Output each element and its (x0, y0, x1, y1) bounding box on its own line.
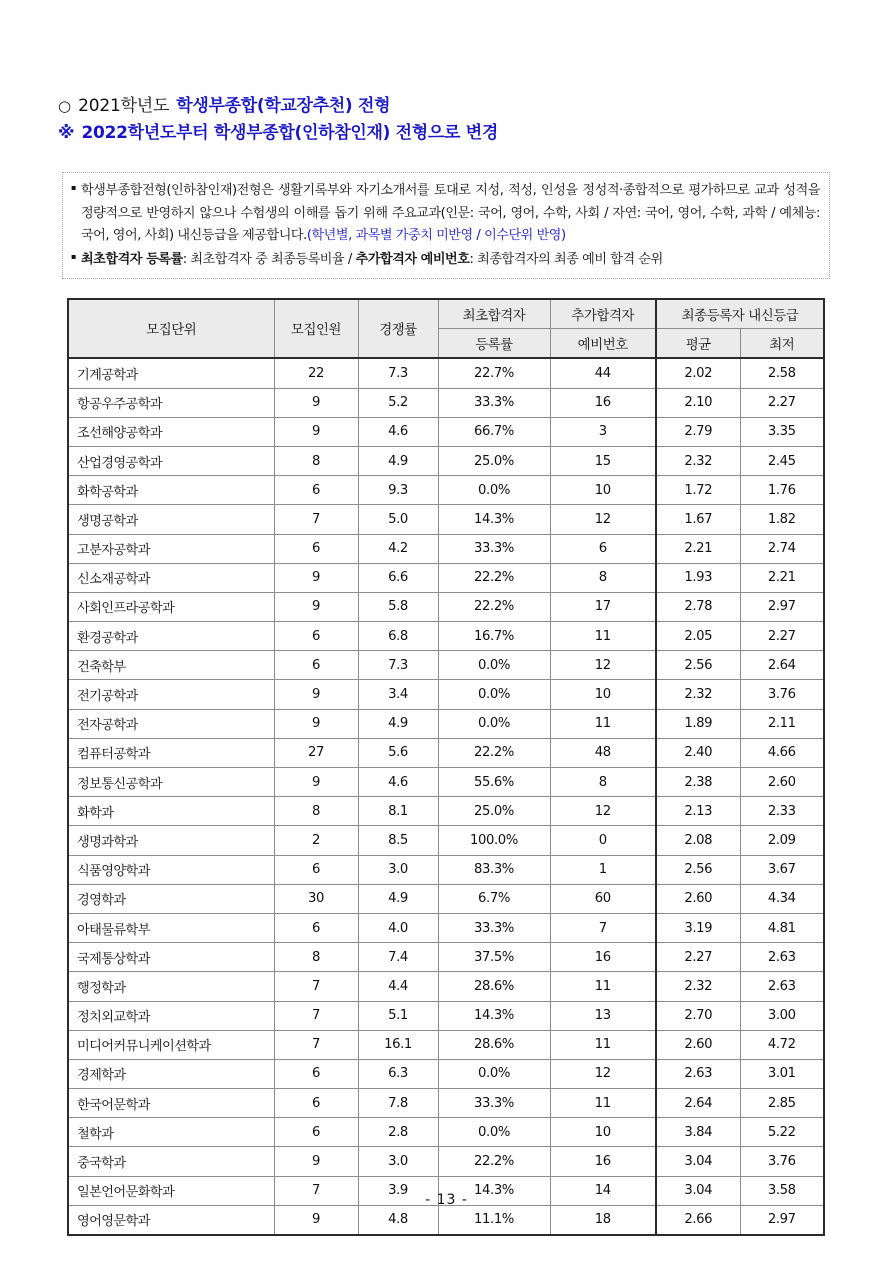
cell-ratio: 5.0 (358, 505, 438, 534)
cell-grade-min: 2.74 (740, 534, 824, 563)
cell-ratio: 6.8 (358, 622, 438, 651)
table-row (68, 855, 824, 884)
cell-first-enrollment-rate: 14.3% (438, 505, 550, 534)
cell-grade-min: 3.01 (740, 1059, 824, 1088)
cell-quota: 6 (274, 1089, 358, 1118)
cell-grade-avg: 2.63 (656, 1059, 740, 1088)
cell-unit: 영어영문학과 (68, 1205, 274, 1235)
cell-waitlist-number: 12 (550, 651, 656, 680)
cell-waitlist-number: 15 (550, 446, 656, 475)
cell-unit: 환경공학과 (68, 622, 274, 651)
table-row (68, 1147, 824, 1176)
col-header-grade-min: 최저 (740, 329, 824, 359)
cell-ratio: 4.0 (358, 913, 438, 942)
cell-ratio: 4.4 (358, 972, 438, 1001)
cell-first-enrollment-rate: 0.0% (438, 651, 550, 680)
cell-ratio: 5.2 (358, 388, 438, 417)
cell-grade-min: 1.76 (740, 476, 824, 505)
square-bullet-icon: ▪ (71, 251, 76, 261)
cell-waitlist-number: 48 (550, 738, 656, 767)
cell-grade-avg: 2.56 (656, 855, 740, 884)
cell-first-enrollment-rate: 0.0% (438, 680, 550, 709)
col-header-grade-avg: 평균 (656, 329, 740, 359)
cell-waitlist-number: 8 (550, 563, 656, 592)
table-row (68, 1030, 824, 1059)
table-row (68, 1059, 824, 1088)
notice-box (62, 172, 830, 279)
cell-first-enrollment-rate: 55.6% (438, 768, 550, 797)
cell-grade-min: 2.97 (740, 1205, 824, 1235)
cell-ratio: 6.3 (358, 1059, 438, 1088)
cell-unit: 컴퓨터공학과 (68, 738, 274, 767)
cell-quota: 7 (274, 1176, 358, 1205)
notice-item-text (81, 180, 820, 248)
cell-waitlist-number: 8 (550, 768, 656, 797)
cell-unit: 국제통상학과 (68, 943, 274, 972)
cell-ratio: 7.3 (358, 651, 438, 680)
cell-grade-avg: 1.93 (656, 563, 740, 592)
cell-unit: 고분자공학과 (68, 534, 274, 563)
cell-ratio: 9.3 (358, 476, 438, 505)
cell-grade-min: 3.76 (740, 680, 824, 709)
cell-grade-avg: 2.13 (656, 797, 740, 826)
cell-grade-avg: 3.84 (656, 1118, 740, 1147)
cell-waitlist-number: 0 (550, 826, 656, 855)
table-header-row-1 (68, 299, 824, 329)
table-row (68, 592, 824, 621)
cell-grade-min: 4.81 (740, 913, 824, 942)
cell-first-enrollment-rate: 28.6% (438, 972, 550, 1001)
cell-waitlist-number: 60 (550, 884, 656, 913)
cell-ratio: 8.1 (358, 797, 438, 826)
table-row (68, 826, 824, 855)
cell-unit: 미디어커뮤니케이션학과 (68, 1030, 274, 1059)
cell-waitlist-number: 17 (550, 592, 656, 621)
col-header-grade-group: 최종등록자 내신등급 (656, 299, 824, 329)
cell-quota: 7 (274, 1001, 358, 1030)
cell-unit: 행정학과 (68, 972, 274, 1001)
cell-grade-avg: 1.72 (656, 476, 740, 505)
notice-item-text (81, 249, 820, 272)
col-header-quota: 모집인원 (274, 299, 358, 358)
cell-quota: 9 (274, 592, 358, 621)
cell-unit: 경영학과 (68, 884, 274, 913)
cell-quota: 6 (274, 622, 358, 651)
table-row (68, 622, 824, 651)
heading-year-text: 2021학년도 (78, 96, 170, 116)
cell-ratio: 3.0 (358, 1147, 438, 1176)
notice-item (71, 249, 820, 272)
cell-waitlist-number: 18 (550, 1205, 656, 1235)
cell-ratio: 5.1 (358, 1001, 438, 1030)
asterisk-marker-icon: ※ (58, 122, 75, 143)
notice-text-highlight: (학년별, 과목별 가중치 미반영 / 이수단위 반영) (306, 228, 566, 244)
cell-grade-min: 3.00 (740, 1001, 824, 1030)
table-row (68, 651, 824, 680)
cell-waitlist-number: 11 (550, 622, 656, 651)
cell-unit: 일본언어문화학과 (68, 1176, 274, 1205)
table-row (68, 417, 824, 446)
cell-first-enrollment-rate: 11.1% (438, 1205, 550, 1235)
cell-grade-min: 2.33 (740, 797, 824, 826)
table-row (68, 1089, 824, 1118)
table-row (68, 476, 824, 505)
cell-quota: 9 (274, 388, 358, 417)
cell-waitlist-number: 44 (550, 358, 656, 388)
cell-quota: 7 (274, 1030, 358, 1059)
col-header-first-line2: 등록률 (438, 329, 550, 359)
circle-marker-icon: ○ (58, 97, 72, 115)
cell-grade-avg: 3.19 (656, 913, 740, 942)
cell-waitlist-number: 10 (550, 1118, 656, 1147)
cell-grade-min: 2.64 (740, 651, 824, 680)
cell-quota: 8 (274, 797, 358, 826)
table-row (68, 505, 824, 534)
cell-grade-avg: 2.32 (656, 972, 740, 1001)
cell-unit: 기계공학과 (68, 358, 274, 388)
cell-grade-avg: 2.66 (656, 1205, 740, 1235)
cell-waitlist-number: 16 (550, 943, 656, 972)
cell-quota: 6 (274, 855, 358, 884)
cell-grade-avg: 2.60 (656, 884, 740, 913)
cell-quota: 9 (274, 417, 358, 446)
cell-quota: 6 (274, 476, 358, 505)
table-row (68, 1118, 824, 1147)
cell-unit: 정치외교학과 (68, 1001, 274, 1030)
cell-first-enrollment-rate: 22.2% (438, 563, 550, 592)
cell-ratio: 5.6 (358, 738, 438, 767)
cell-waitlist-number: 12 (550, 797, 656, 826)
table-row (68, 680, 824, 709)
cell-first-enrollment-rate: 0.0% (438, 709, 550, 738)
table-row (68, 446, 824, 475)
cell-unit: 식품영양학과 (68, 855, 274, 884)
cell-quota: 6 (274, 651, 358, 680)
cell-quota: 7 (274, 972, 358, 1001)
col-header-extra-line2: 예비번호 (550, 329, 656, 359)
cell-grade-avg: 2.10 (656, 388, 740, 417)
cell-first-enrollment-rate: 0.0% (438, 1059, 550, 1088)
cell-grade-avg: 2.40 (656, 738, 740, 767)
cell-waitlist-number: 12 (550, 505, 656, 534)
cell-quota: 9 (274, 1147, 358, 1176)
table-row (68, 884, 824, 913)
cell-grade-min: 2.60 (740, 768, 824, 797)
table-row (68, 388, 824, 417)
cell-waitlist-number: 10 (550, 680, 656, 709)
cell-grade-avg: 2.08 (656, 826, 740, 855)
cell-waitlist-number: 1 (550, 855, 656, 884)
cell-first-enrollment-rate: 83.3% (438, 855, 550, 884)
cell-unit: 사회인프라공학과 (68, 592, 274, 621)
cell-ratio: 4.9 (358, 446, 438, 475)
admissions-results-table (67, 298, 825, 1236)
cell-ratio: 3.4 (358, 680, 438, 709)
cell-unit: 산업경영공학과 (68, 446, 274, 475)
cell-grade-min: 2.58 (740, 358, 824, 388)
cell-grade-min: 4.72 (740, 1030, 824, 1059)
table-row (68, 709, 824, 738)
cell-quota: 6 (274, 1059, 358, 1088)
cell-ratio: 7.4 (358, 943, 438, 972)
col-header-extra-line1: 추가합격자 (550, 299, 656, 329)
admissions-table-container (67, 298, 823, 1236)
cell-quota: 9 (274, 709, 358, 738)
cell-waitlist-number: 11 (550, 1030, 656, 1059)
notice-text-main: 학생부종합전형(인하참인재)전형은 생활기록부와 자기소개서를 토대로 지성, 적성, 인성을 정성적·종합적으로 평가하므로 교과 성적을 정량적으로 반영하지 않으나 수험생의 이해를 돕기 위해 주요교과(인문: 국어, 영어, 수학, 사회 / 자연: 국어, 영어, 수학, 과학 / 예체능: 국어, 영어, 사회) 내신등급을 제공합니다. (80, 183, 820, 244)
cell-waitlist-number: 16 (550, 1147, 656, 1176)
cell-grade-avg: 2.79 (656, 417, 740, 446)
cell-grade-min: 3.35 (740, 417, 824, 446)
cell-ratio: 4.6 (358, 768, 438, 797)
cell-quota: 6 (274, 534, 358, 563)
cell-ratio: 7.8 (358, 1089, 438, 1118)
cell-grade-avg: 2.56 (656, 651, 740, 680)
table-body (68, 358, 824, 1235)
cell-waitlist-number: 11 (550, 709, 656, 738)
cell-unit: 신소재공학과 (68, 563, 274, 592)
cell-waitlist-number: 11 (550, 972, 656, 1001)
cell-grade-avg: 2.05 (656, 622, 740, 651)
cell-unit: 생명과학과 (68, 826, 274, 855)
page-number-footer: - 13 - (425, 1192, 468, 1208)
cell-unit: 생명공학과 (68, 505, 274, 534)
cell-first-enrollment-rate: 22.2% (438, 592, 550, 621)
cell-quota: 6 (274, 1118, 358, 1147)
cell-ratio: 4.6 (358, 417, 438, 446)
cell-grade-avg: 2.70 (656, 1001, 740, 1030)
cell-first-enrollment-rate: 22.2% (438, 1147, 550, 1176)
cell-waitlist-number: 10 (550, 476, 656, 505)
cell-quota: 2 (274, 826, 358, 855)
cell-unit: 건축학부 (68, 651, 274, 680)
cell-grade-min: 2.97 (740, 592, 824, 621)
cell-grade-avg: 2.64 (656, 1089, 740, 1118)
cell-unit: 중국학과 (68, 1147, 274, 1176)
cell-grade-min: 2.27 (740, 622, 824, 651)
cell-waitlist-number: 14 (550, 1176, 656, 1205)
cell-first-enrollment-rate: 25.0% (438, 797, 550, 826)
cell-grade-min: 3.76 (740, 1147, 824, 1176)
cell-grade-min: 1.82 (740, 505, 824, 534)
cell-first-enrollment-rate: 14.3% (438, 1001, 550, 1030)
cell-ratio: 3.9 (358, 1176, 438, 1205)
cell-unit: 화학과 (68, 797, 274, 826)
cell-unit: 경제학과 (68, 1059, 274, 1088)
heading-line-note (58, 122, 838, 143)
heading-program-name: 학생부종합(학교장추천) 전형 (176, 96, 391, 116)
cell-unit: 조선해양공학과 (68, 417, 274, 446)
table-row (68, 797, 824, 826)
cell-quota: 8 (274, 446, 358, 475)
cell-first-enrollment-rate: 22.2% (438, 738, 550, 767)
heading-line-primary (58, 98, 838, 116)
notice-term-waitlist-number: 추가합격자 예비번호 (355, 251, 470, 267)
table-row (68, 563, 824, 592)
square-bullet-icon: ▪ (71, 183, 76, 192)
cell-quota: 9 (274, 768, 358, 797)
cell-waitlist-number: 16 (550, 388, 656, 417)
table-row (68, 943, 824, 972)
cell-grade-min: 4.66 (740, 738, 824, 767)
notice-def-waitlist-number: : 최종합격자의 최종 예비 합격 순위 (469, 251, 663, 267)
cell-first-enrollment-rate: 33.3% (438, 1089, 550, 1118)
cell-grade-avg: 2.02 (656, 358, 740, 388)
col-header-unit: 모집단위 (68, 299, 274, 358)
cell-grade-min: 5.22 (740, 1118, 824, 1147)
cell-waitlist-number: 13 (550, 1001, 656, 1030)
cell-quota: 7 (274, 505, 358, 534)
cell-ratio: 6.6 (358, 563, 438, 592)
col-header-first-line1: 최초합격자 (438, 299, 550, 329)
table-row (68, 534, 824, 563)
cell-quota: 27 (274, 738, 358, 767)
cell-ratio: 4.9 (358, 884, 438, 913)
cell-grade-min: 2.21 (740, 563, 824, 592)
cell-quota: 30 (274, 884, 358, 913)
cell-grade-avg: 2.32 (656, 680, 740, 709)
table-row (68, 738, 824, 767)
cell-unit: 전자공학과 (68, 709, 274, 738)
cell-grade-min: 3.67 (740, 855, 824, 884)
cell-first-enrollment-rate: 22.7% (438, 358, 550, 388)
cell-first-enrollment-rate: 28.6% (438, 1030, 550, 1059)
cell-ratio: 3.0 (358, 855, 438, 884)
table-row (68, 972, 824, 1001)
cell-grade-avg: 3.04 (656, 1176, 740, 1205)
cell-quota: 22 (274, 358, 358, 388)
cell-grade-min: 2.27 (740, 388, 824, 417)
section-headings (58, 98, 838, 143)
cell-first-enrollment-rate: 0.0% (438, 1118, 550, 1147)
cell-first-enrollment-rate: 16.7% (438, 622, 550, 651)
cell-grade-avg: 2.78 (656, 592, 740, 621)
table-header (68, 299, 824, 358)
cell-grade-min: 2.45 (740, 446, 824, 475)
cell-waitlist-number: 3 (550, 417, 656, 446)
cell-grade-avg: 1.89 (656, 709, 740, 738)
cell-grade-avg: 2.32 (656, 446, 740, 475)
cell-first-enrollment-rate: 100.0% (438, 826, 550, 855)
cell-unit: 아태물류학부 (68, 913, 274, 942)
cell-ratio: 4.2 (358, 534, 438, 563)
notice-def-enrollment-rate: : 최초합격자 중 최종등록비율 / (182, 251, 356, 267)
cell-ratio: 2.8 (358, 1118, 438, 1147)
cell-ratio: 4.9 (358, 709, 438, 738)
cell-first-enrollment-rate: 37.5% (438, 943, 550, 972)
cell-grade-avg: 2.21 (656, 534, 740, 563)
cell-grade-min: 2.11 (740, 709, 824, 738)
cell-unit: 철학과 (68, 1118, 274, 1147)
cell-first-enrollment-rate: 6.7% (438, 884, 550, 913)
table-row (68, 913, 824, 942)
table-row (68, 358, 824, 388)
cell-first-enrollment-rate: 33.3% (438, 534, 550, 563)
cell-unit: 전기공학과 (68, 680, 274, 709)
cell-grade-avg: 2.38 (656, 768, 740, 797)
cell-quota: 9 (274, 1205, 358, 1235)
cell-quota: 6 (274, 913, 358, 942)
cell-first-enrollment-rate: 25.0% (438, 446, 550, 475)
heading-change-notice: 2022학년도부터 학생부종합(인하참인재) 전형으로 변경 (81, 122, 499, 143)
cell-unit: 정보통신공학과 (68, 768, 274, 797)
cell-grade-min: 2.63 (740, 972, 824, 1001)
cell-grade-avg: 1.67 (656, 505, 740, 534)
cell-unit: 한국어문학과 (68, 1089, 274, 1118)
cell-first-enrollment-rate: 33.3% (438, 388, 550, 417)
cell-ratio: 16.1 (358, 1030, 438, 1059)
cell-grade-avg: 3.04 (656, 1147, 740, 1176)
cell-first-enrollment-rate: 66.7% (438, 417, 550, 446)
col-header-ratio: 경쟁률 (358, 299, 438, 358)
cell-waitlist-number: 12 (550, 1059, 656, 1088)
cell-grade-avg: 2.27 (656, 943, 740, 972)
notice-item (71, 180, 820, 248)
cell-waitlist-number: 7 (550, 913, 656, 942)
cell-quota: 9 (274, 680, 358, 709)
cell-first-enrollment-rate: 33.3% (438, 913, 550, 942)
cell-ratio: 5.8 (358, 592, 438, 621)
cell-first-enrollment-rate: 0.0% (438, 476, 550, 505)
cell-ratio: 8.5 (358, 826, 438, 855)
cell-waitlist-number: 6 (550, 534, 656, 563)
table-row (68, 1001, 824, 1030)
cell-grade-avg: 2.60 (656, 1030, 740, 1059)
cell-grade-min: 3.58 (740, 1176, 824, 1205)
cell-grade-min: 2.63 (740, 943, 824, 972)
cell-grade-min: 2.09 (740, 826, 824, 855)
cell-first-enrollment-rate: 14.3% (438, 1176, 550, 1205)
cell-unit: 화학공학과 (68, 476, 274, 505)
cell-quota: 8 (274, 943, 358, 972)
cell-quota: 9 (274, 563, 358, 592)
cell-waitlist-number: 11 (550, 1089, 656, 1118)
cell-grade-min: 4.34 (740, 884, 824, 913)
cell-ratio: 7.3 (358, 358, 438, 388)
notice-term-enrollment-rate: 최초합격자 등록률 (80, 251, 183, 267)
cell-ratio: 4.8 (358, 1205, 438, 1235)
cell-unit: 항공우주공학과 (68, 388, 274, 417)
table-row (68, 1205, 824, 1235)
cell-grade-min: 2.85 (740, 1089, 824, 1118)
table-row (68, 768, 824, 797)
